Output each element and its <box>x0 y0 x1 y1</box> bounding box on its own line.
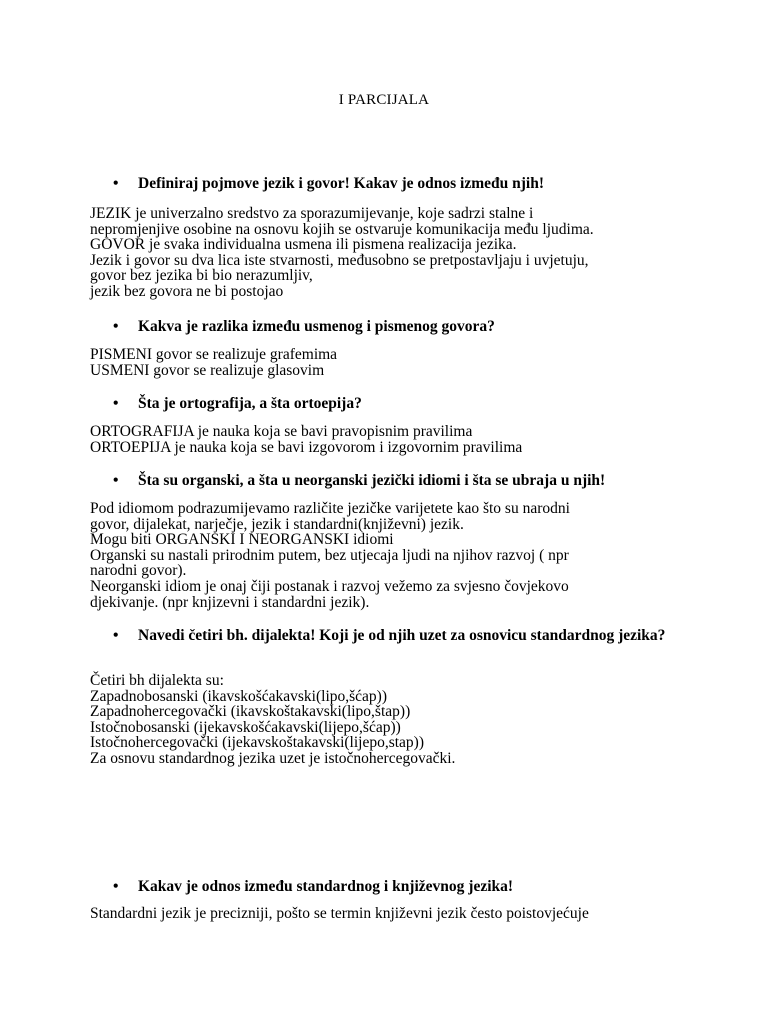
answer-line: PISMENI govor se realizuje grafemima <box>90 346 338 363</box>
answer-line: Neorganski idiom je onaj čiji postanak i razvoj vežemo za svjesno čovjekovo <box>90 577 569 595</box>
question-text: Šta je ortografija, a šta ortoepija? <box>138 395 362 412</box>
question-text: Šta su organski, a šta u neorganski jezički idiomi i šta se ubraja u njih! <box>138 472 606 489</box>
answer-line: narodni govor). <box>90 562 187 580</box>
bullet-icon: • <box>113 175 119 192</box>
answer-block <box>90 501 730 610</box>
question-item <box>114 394 704 414</box>
answer-line: Jezik i govor su dva lica iste stvarnosti, međusobno se pretpostavljaju i uvjetuju, <box>90 251 589 269</box>
answer-line: jezik bez govora ne bi postojao <box>90 282 284 300</box>
answer-line: govor bez jezika bi bio nerazumljiv, <box>90 267 313 285</box>
bullet-icon: • <box>113 878 119 895</box>
answer-line: USMENI govor se realizuje glasovim <box>90 361 325 379</box>
bullet-icon: • <box>113 472 119 489</box>
answer-line: Standardni jezik je precizniji, pošto se termin književni jezik često poistovjećuje <box>90 905 589 922</box>
answer-block <box>90 424 730 455</box>
answer-line: JEZIK je univerzalno sredstvo za sporazumijevanje, koje sadrzi stalne i <box>90 205 534 222</box>
answer-block <box>90 906 730 922</box>
answer-line: nepromjenjive osobine na osnovu kojih se ostvaruje komunikacija među ljudima. <box>90 220 594 238</box>
question-item <box>114 317 704 337</box>
bullet-icon: • <box>113 627 119 644</box>
answer-line: Istočnobosanski (ijekavskošćakavski(lijepo,šćap)) <box>90 718 401 736</box>
answer-line: Istočnohercegovački (ijekavskoštakavski(lijepo,stap)) <box>90 734 424 752</box>
question-text: Kakav je odnos između standardnog i književnog jezika! <box>138 878 514 895</box>
answer-block <box>90 673 730 767</box>
answer-block <box>90 347 730 378</box>
answer-line: Mogu biti ORGANSKI I NEORGANSKI idiomi <box>90 531 394 549</box>
question-text: Kakva je razlika između usmenog i pismenog govora? <box>138 318 495 335</box>
answer-line: govor, dijalekat, narječje, jezik i standardni(književni) jezik. <box>90 515 464 533</box>
answer-line: GOVOR je svaka individualna usmena ili pismena realizacija jezika. <box>90 236 517 254</box>
question-item <box>114 174 704 194</box>
answer-line: Četiri bh dijalekta su: <box>90 672 224 689</box>
question-item <box>114 877 704 897</box>
answer-block <box>90 206 730 300</box>
answer-line: ORTOEPIJA je nauka koja se bavi izgovorom i izgovornim pravilima <box>90 438 523 456</box>
answer-line: Za osnovu standardnog jezika uzet je istočnohercegovački. <box>90 749 456 767</box>
question-text: Navedi četiri bh. dijalekta! Koji je od njih uzet za osnovicu standardnog jezika? <box>138 627 666 644</box>
bullet-icon: • <box>113 395 119 412</box>
answer-line: djekivanje. (npr knjizevni i standardni jezik). <box>90 593 370 611</box>
question-item <box>114 626 704 646</box>
answer-line: Pod idiomom podrazumijevamo različite jezičke varijetete kao što su narodni <box>90 500 570 517</box>
bullet-icon: • <box>113 318 119 335</box>
question-text: Definiraj pojmove jezik i govor! Kakav je odnos između njih! <box>138 175 544 192</box>
answer-line: Organski su nastali prirodnim putem, bez utjecaja ljudi na njihov razvoj ( npr <box>90 546 569 564</box>
answer-line: Zapadnohercegovački (ikavskoštakavski(lipo,štap)) <box>90 703 411 721</box>
answer-line: ORTOGRAFIJA je nauka koja se bavi pravopisnim pravilima <box>90 423 473 440</box>
question-item <box>114 471 704 491</box>
page-title: I PARCIJALA <box>338 92 430 108</box>
answer-line: Zapadnobosanski (ikavskošćakavski(lipo,šćap)) <box>90 687 388 705</box>
